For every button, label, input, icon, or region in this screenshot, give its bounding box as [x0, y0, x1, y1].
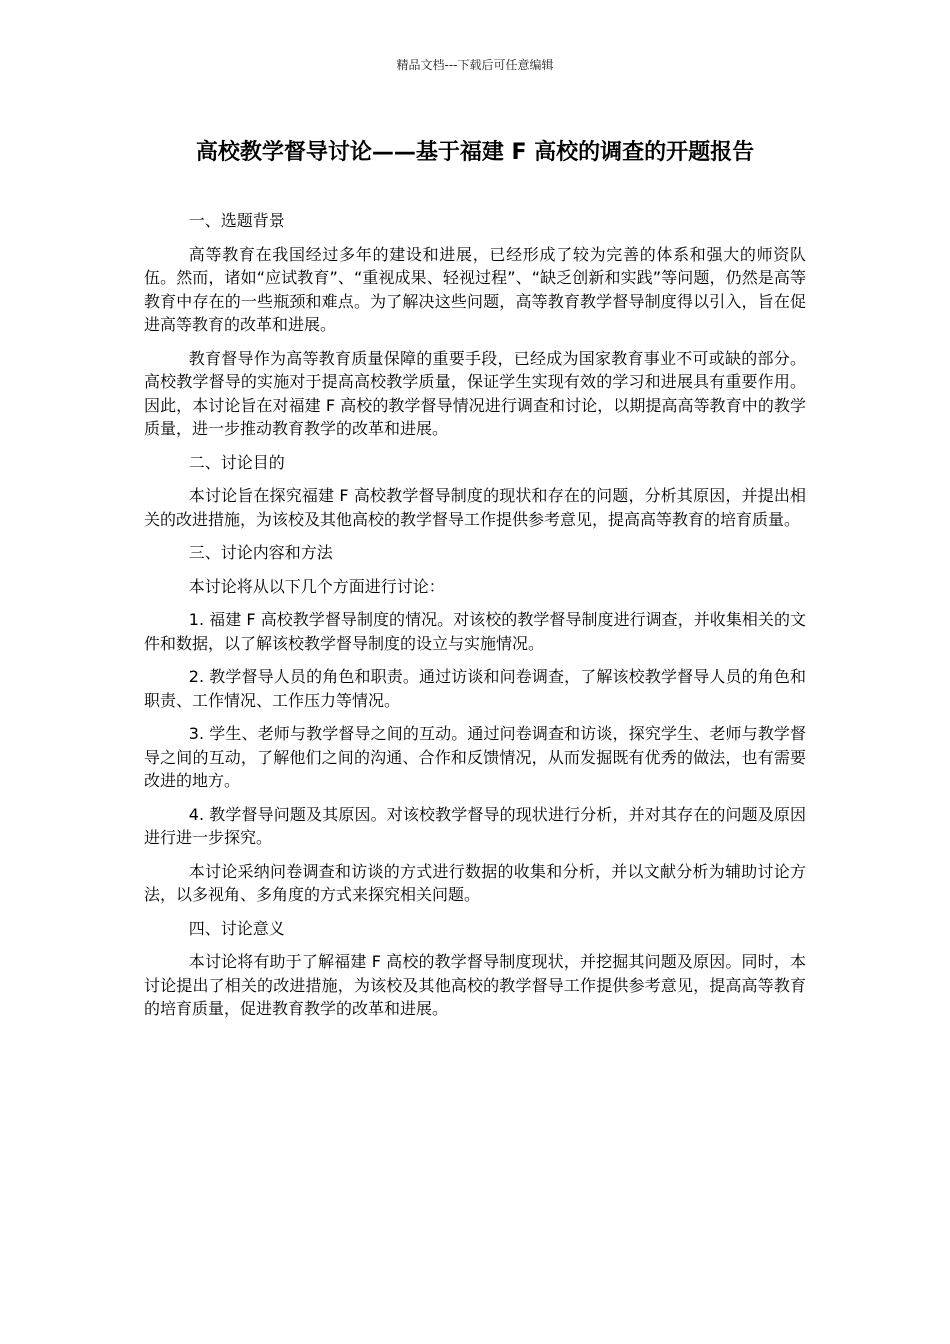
list-item-3: 3. 学生、老师与教学督导之间的互动。通过问卷调查和访谈，探究学生、老师与教学督导之间的互动，了解他们之间的沟通、合作和反馈情况，从而发掘既有优秀的做法，也有需要改进的地方。 — [144, 724, 806, 790]
section-heading-methods: 三、讨论内容和方法 — [188, 543, 333, 562]
paragraph-background-1: 高等教育在我国经过多年的建设和进展，已经形成了较为完善的体系和强大的师资队伍。然而，诸如“应试教育”、“重视成果、轻视过程”、“缺乏创新和实践”等问题，仍然是高等教育中存在的一些瓶颈和难点。为了解决这些问题，高等教育教学督导制度得以引入，旨在促进高等教育的改革和进展。 — [144, 244, 806, 334]
paragraph-significance: 本讨论将有助于了解福建 F 高校的教学督导制度现状，并挖掘其问题及原因。同时，本讨论提出了相关的改进措施，为该校及其他高校的教学督导工作提供参考意见，提高高等教育的培育质量，促进教育教学的改革和进展。 — [144, 952, 806, 1018]
document-body — [144, 209, 806, 1031]
list-item-4: 4. 教学督导问题及其原因。对该校教学督导的现状进行分析，并对其存在的问题及原因进行进一步探究。 — [144, 804, 806, 847]
list-item-1: 1. 福建 F 高校教学督导制度的情况。对该校的教学督导制度进行调查，并收集相关的文件和数据，以了解该校教学督导制度的设立与实施情况。 — [144, 610, 806, 653]
section-heading-purpose: 二、讨论目的 — [188, 452, 285, 472]
header-note: 精品文档---下载后可任意编辑 — [396, 58, 554, 72]
paragraph-methods-intro: 本讨论将从以下几个方面进行讨论： — [188, 576, 445, 596]
section-heading-background: 一、选题背景 — [188, 211, 285, 230]
paragraph-background-2: 教育督导作为高等教育质量保障的重要手段，已经成为国家教育事业不可或缺的部分。高校教学督导的实施对于提高高校教学质量，保证学生实现有效的学习和进展具有重要作用。因此，本讨论旨在对福建 F 高校的教学督导情况进行调查和讨论，以期提高高等教育中的教学质量，进一步推动教育教学的改革和进展。 — [144, 348, 806, 438]
section-heading-significance: 四、讨论意义 — [188, 918, 285, 938]
paragraph-purpose: 本讨论旨在探究福建 F 高校教学督导制度的现状和存在的问题，分析其原因，并提出相关的改进措施，为该校及其他高校的教学督导工作提供参考意见，提高高等教育的培育质量。 — [144, 486, 806, 529]
list-item-2: 2. 教学督导人员的角色和职责。通过访谈和问卷调查，了解该校教学督导人员的角色和职责、工作情况、工作压力等情况。 — [144, 667, 806, 710]
paragraph-methods-approach: 本讨论采纳问卷调查和访谈的方式进行数据的收集和分析，并以文献分析为辅助讨论方法，以多视角、多角度的方式来探究相关问题。 — [144, 861, 806, 904]
document-title: 高校教学督导讨论——基于福建 F 高校的调查的开题报告 — [195, 140, 755, 165]
